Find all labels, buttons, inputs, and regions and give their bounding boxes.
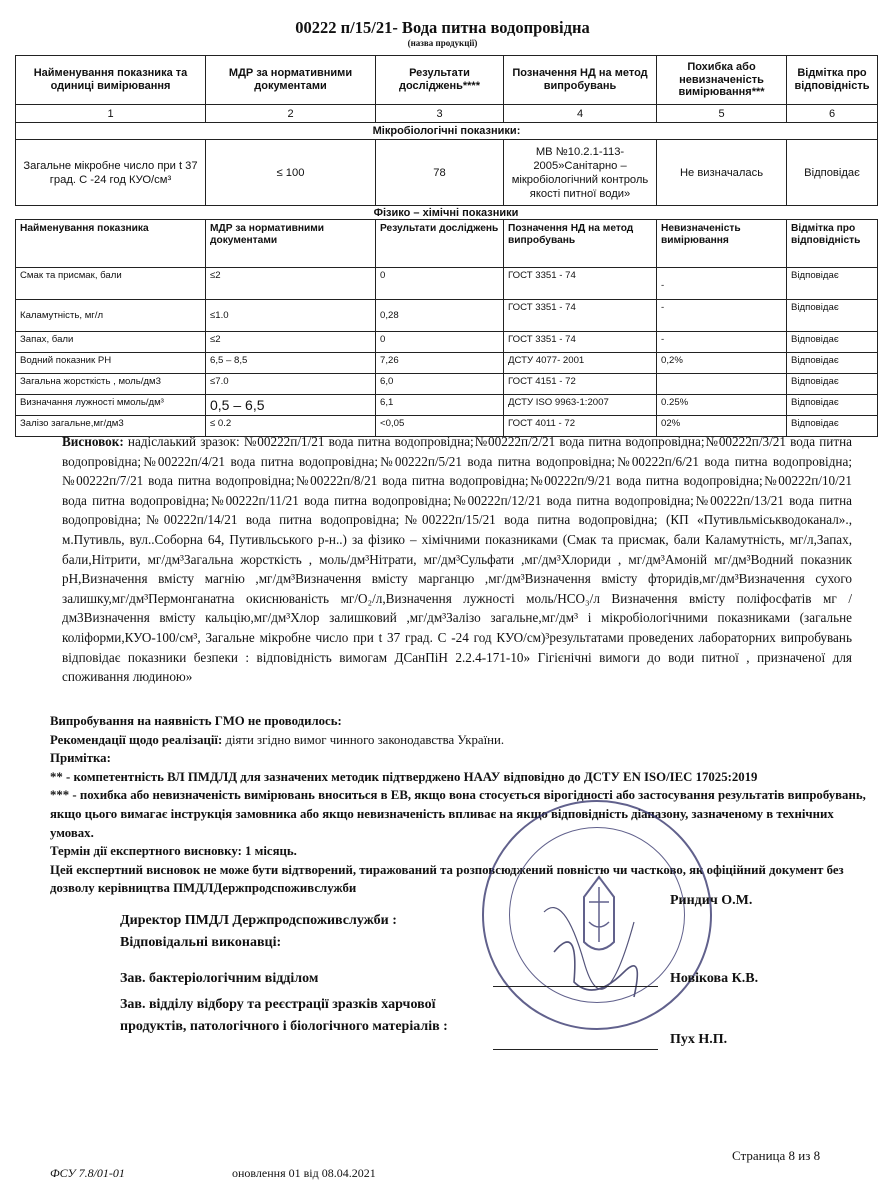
- recommend-text: діяти згідно вимог чинного законодавства України.: [225, 732, 505, 747]
- table-cell-conform: Відповідає: [787, 140, 878, 206]
- column-number: 1: [16, 105, 206, 123]
- table-cell-method: ГОСТ 3351 - 74: [504, 332, 657, 353]
- table-cell-error: 0,2%: [657, 353, 787, 374]
- table-cell-result: 0: [376, 268, 504, 300]
- table-cell-error: [657, 374, 787, 395]
- table1-header-method: Позначення НД на метод випробувань: [504, 56, 657, 105]
- signature-line: [493, 1049, 658, 1050]
- table-cell-error: 0.25%: [657, 395, 787, 416]
- table-cell-mdr: 6,5 – 8,5: [206, 353, 376, 374]
- table-cell-conform: Відповідає: [787, 395, 878, 416]
- stamp-emblem-icon: [484, 802, 714, 1032]
- table-cell-conform: Відповідає: [787, 353, 878, 374]
- table2-header-name: Найменування показника: [16, 220, 206, 268]
- table-row: [16, 268, 878, 300]
- table1-header-error: Похибка або невизначеність вимірювання***: [657, 56, 787, 105]
- table1-header-mdr: МДР за нормативними документами: [206, 56, 376, 105]
- conclusion-text: надіслаький зразок: №00222п/1/21 вода питна водопровідна;№00222п/2/21 вода питна водопровідна;№00222п/3/21 вода питна водопровідна;№00222п/4/21 вода питна водопровідна;№00222п/5/21 вода питна водопровідна;№00222п/6/21 вода питна водопровідна;№00222п/7/21 вода питна водопровідна;№00222п/8/21 вода питна водопровідна;№00222п/9/21 вода питна водопровідна;№00222п/10/21 вода питна водопровідна;№00222п/11/21 вода питна водопровідна;№00222п/12/21 вода питна водопровідна;№00222п/13/21 вода питна водопровідна;№00222п/14/21 вода питна водопровідна;№00222п/15/21 вода питна водопровідна; (КП «Путивльміськводоканал»., м.Путивль, вул..Соборна 64, Путивльського р-н..) за фізико – хімічними показниками (Смак та присмак, бали Каламутність, мг/л,Запах, бали,Нітрити, мг/дм³Загальна жорсткість , моль/дм³Нітрати, мг/дм³Сульфати ,мг/дм³Хлориди , мг/дм³Амоній мг/дм³Водний показник рН,Визначення вмісту магнію ,мг/дм³Визначення вмісту марганцю ,мг/дм³Визначення вмісту фторидів,мг/дм³Визначення сухого залишку,мг/дм³Пермонганатна окиснюваність мг/О₂/л,Визначення лужності моль/НСО₃/л Визначення вмісту поліфосфатів мг /дм3Визначення вмісту кальцію,мг/дм³Хлор залишковий ,мг/дм³Залізо загальне,мг/дм³ і мікробіологічними показниками (загальне коліформи,КУО-100/см³, Загальне мікробне число при t 37 град. С -24 год КУО/см)³результатами проведених лабораторних випробувань відповідає показники безпеки : відповідність вимогам ДСанПіН 2.2.4-171-10» Гігієнічні вимоги до води питної , призначеної для споживання людиною»: [62, 434, 853, 685]
- table-cell-result: 0: [376, 332, 504, 353]
- table-cell-name: Каламутність, мг/л: [16, 300, 206, 332]
- table-cell-mdr: 0,5 – 6,5: [206, 395, 376, 416]
- table-cell-name: Визначання лужності ммоль/дм³: [16, 395, 206, 416]
- table1-header-name: Найменування показника та одиниці вимірювання: [16, 56, 206, 105]
- table-cell-result: 6,0: [376, 374, 504, 395]
- bacteriology-label: Зав. бактеріологічним відділом: [120, 971, 319, 986]
- revision-note: оновлення 01 від 08.04.2021: [232, 1166, 376, 1180]
- document-title: 00222 п/15/21- Вода питна водопровідна: [295, 18, 590, 37]
- conclusion-label: Висновок:: [62, 434, 124, 449]
- table-cell-method: ДСТУ 4077- 2001: [504, 353, 657, 374]
- page-number: Страница 8 из 8: [732, 1148, 821, 1163]
- conclusion-paragraph: [62, 432, 852, 687]
- table2-header-method: Позначення НД на метод випробувань: [504, 220, 657, 268]
- table-cell-result: 6,1: [376, 395, 504, 416]
- physicochemical-table: [15, 219, 878, 437]
- table-cell-mdr: ≤7.0: [206, 374, 376, 395]
- table-cell-method: ГОСТ 3351 - 74: [504, 268, 657, 300]
- table-cell-error: -: [657, 300, 787, 332]
- table-row: [16, 300, 878, 332]
- validity-term: Термін дії експертного висновку: 1 місяць.: [50, 844, 297, 859]
- table-cell-method: ДСТУ ISO 9963-1:2007: [504, 395, 657, 416]
- sampling-name: Пух Н.П.: [670, 1032, 728, 1047]
- table-cell-conform: Відповідає: [787, 268, 878, 300]
- column-number: 4: [504, 105, 657, 123]
- form-code: ФСУ 7.8/01-01: [50, 1166, 125, 1180]
- document-subtitle: (назва продукції): [407, 38, 478, 48]
- table-cell-error: 02%: [657, 416, 787, 437]
- note-competence: ** - компетентність ВЛ ПМДЛД для зазначених методик підтверджено НААУ відповідно до ДСТУ EN ISO/IEC 17025:2019: [50, 769, 758, 784]
- table1-header-conform: Відмітка про відповідність: [787, 56, 878, 105]
- table2-header-error: Невизначеність вимірювання: [657, 220, 787, 268]
- responsible-label: Відповідальні виконавці:: [120, 935, 282, 950]
- table-cell-mdr: ≤2: [206, 268, 376, 300]
- table-row: [16, 395, 878, 416]
- recommend-label: Рекомендації щодо реалізації:: [50, 732, 223, 747]
- copy-restriction: Цей експертний висновок не може бути відтворений, тиражований та розповсюджений повністю чи частково, як офіційний документ без дозволу керівництва ПМДЛДержпродспоживслужби: [50, 862, 844, 896]
- table-cell-method: ГОСТ 4011 - 72: [504, 416, 657, 437]
- table2-header-mdr: МДР за нормативними документами: [206, 220, 376, 268]
- column-number: 2: [206, 105, 376, 123]
- table-cell-mdr: ≤ 0.2: [206, 416, 376, 437]
- bacteriology-name: Новікова К.В.: [670, 971, 759, 986]
- table-cell-result: 7,26: [376, 353, 504, 374]
- table-cell-name: Залізо загальне,мг/дм3: [16, 416, 206, 437]
- table-cell-name: Загальна жорсткість , моль/дм3: [16, 374, 206, 395]
- table-cell-conform: Відповідає: [787, 332, 878, 353]
- table-row: [16, 332, 878, 353]
- table-cell-name: Загальне мікробне число при t 37 град. С -24 год КУО/см³: [16, 140, 206, 206]
- microbiological-table: [15, 55, 878, 206]
- table-row: [16, 353, 878, 374]
- table-cell-mdr: ≤ 100: [206, 140, 376, 206]
- table-cell-mdr: ≤1.0: [206, 300, 376, 332]
- table-cell-method: ГОСТ 3351 - 74: [504, 300, 657, 332]
- table-cell-conform: Відповідає: [787, 374, 878, 395]
- column-number: 5: [657, 105, 787, 123]
- table-cell-name: Запах, бали: [16, 332, 206, 353]
- table-cell-error: Не визначалась: [657, 140, 787, 206]
- table-cell-result: 0,28: [376, 300, 504, 332]
- signature-line: [493, 986, 658, 987]
- table-cell-conform: Відповідає: [787, 300, 878, 332]
- table-cell-name: Смак та присмак, бали: [16, 268, 206, 300]
- column-number: 6: [787, 105, 878, 123]
- director-name: Риндич О.М.: [670, 893, 753, 908]
- table-cell-mdr: ≤2: [206, 332, 376, 353]
- table-cell-result: 78: [376, 140, 504, 206]
- note-uncertainty: *** - похибка або невизначеність вимірювань вноситься в ЕВ, якщо вона стосується вірогідності або застосування результатів випробувань, якщо цього вимагає інструкція замовника або якщо невизначеність впливає на якщо відповідність діапазону, зазначеному в технічних умовах.: [50, 788, 866, 840]
- director-label: Директор ПМДЛ Держпродспоживслужби :: [120, 913, 397, 928]
- official-stamp: [482, 800, 712, 1030]
- notes-block: [50, 712, 870, 898]
- table-cell-method: МВ №10.2.1-113-2005»Санітарно – мікробіологічний контроль якості питної води»: [504, 140, 657, 206]
- gmo-note: Випробування на наявність ГМО не проводилось:: [50, 714, 342, 728]
- note-label: Примітка:: [50, 751, 111, 766]
- table2-header-result: Результати досліджень: [376, 220, 504, 268]
- section-heading-physicochemical: Фізико – хімічні показники: [373, 207, 519, 219]
- table-cell-conform: Відповідає: [787, 416, 878, 437]
- table-cell-error: -: [657, 332, 787, 353]
- section-heading-microbiological: Мікробіологічні показники:: [16, 123, 878, 140]
- table-cell-name: Водний показник РН: [16, 353, 206, 374]
- column-number: 3: [376, 105, 504, 123]
- table-cell-result: <0,05: [376, 416, 504, 437]
- table-cell-method: ГОСТ 4151 - 72: [504, 374, 657, 395]
- sampling-label: Зав. відділу відбору та реєстрації зразків харчової продуктів, патологічного і біологічного матеріалів :: [120, 997, 448, 1034]
- table2-header-conform: Відмітка про відповідність: [787, 220, 878, 268]
- table-cell-error: -: [657, 268, 787, 300]
- table-row: [16, 374, 878, 395]
- table1-header-result: Результати досліджень****: [376, 56, 504, 105]
